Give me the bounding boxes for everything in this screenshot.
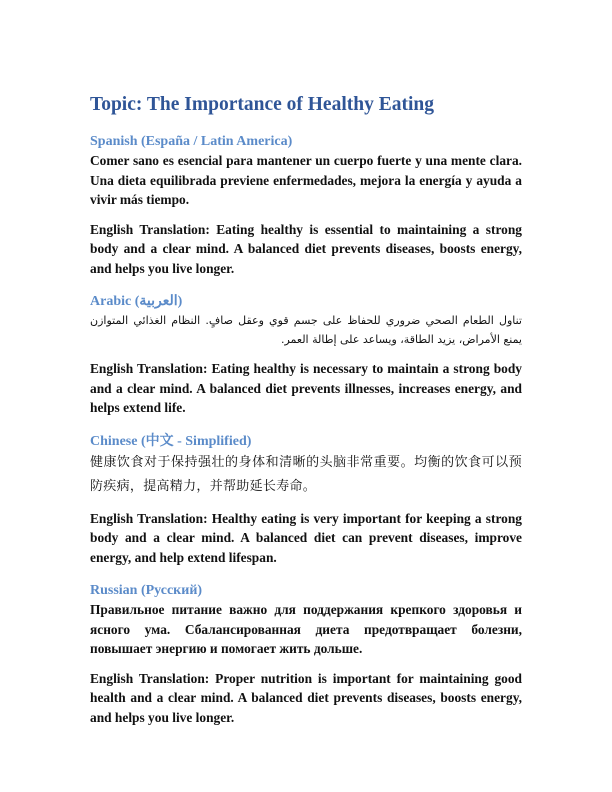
russian-translation bbox=[90, 669, 522, 728]
section-heading-russian: Russian (Русский) bbox=[90, 583, 203, 598]
document-page bbox=[90, 94, 522, 741]
translation-label: English Translation: bbox=[90, 510, 208, 526]
translation-label: English Translation: bbox=[90, 361, 208, 376]
arabic-translation bbox=[90, 359, 522, 418]
translation-label: English Translation: bbox=[90, 221, 210, 237]
arabic-text: تناول الطعام الصحي ضروري للحفاظ على جسم قوي وعقل صافٍ. النظام الغذائي المتوازن يمنع الأمراض، يزيد الطاقة، ويساعد على إطالة العمر. bbox=[90, 314, 522, 346]
document-title: Topic: The Importance of Healthy Eating bbox=[90, 94, 434, 115]
spanish-text: Comer sano es esencial para mantener un cuerpo fuerte y una mente clara. Una dieta equilibrada previene enfermedades, mejora la energía y ayuda a vivir más tiempo. bbox=[90, 153, 522, 207]
translation-text: Eating healthy is essential to maintaining a strong body and a clear mind. A balanced diet prevents diseases, boosts energy, and helps you live longer. bbox=[90, 221, 522, 276]
translation-text: Eating healthy is necessary to maintain a strong body and a clear mind. A balanced diet prevents illnesses, increases energy, and helps extend life. bbox=[90, 361, 522, 415]
section-heading-arabic: Arabic (العربية) bbox=[90, 294, 183, 309]
chinese-translation bbox=[90, 509, 522, 568]
chinese-text: 健康饮食对于保持强壮的身体和清晰的头脑非常重要。均衡的饮食可以预防疾病，提高精力，并帮助延长寿命。 bbox=[90, 454, 522, 494]
translation-label: English Translation: bbox=[90, 670, 210, 686]
russian-text: Правильное питание важно для поддержания крепкого здоровья и ясного ума. Сбалансированная диета предотвращает болезни, повышает энергию и помогает жить дольше. bbox=[90, 602, 522, 656]
section-heading-chinese: Chinese (中文 - Simplified) bbox=[90, 433, 252, 449]
section-heading-spanish: Spanish (España / Latin America) bbox=[90, 134, 293, 149]
translation-text: Healthy eating is very important for keeping a strong body and a clear mind. A balanced diet can prevent diseases, improve energy, and help extend lifespan. bbox=[90, 510, 522, 565]
translation-text: Proper nutrition is important for maintaining good health and a clear mind. A balanced diet prevents diseases, boosts energy, and helps you live longer. bbox=[90, 670, 522, 725]
spanish-translation bbox=[90, 220, 522, 279]
